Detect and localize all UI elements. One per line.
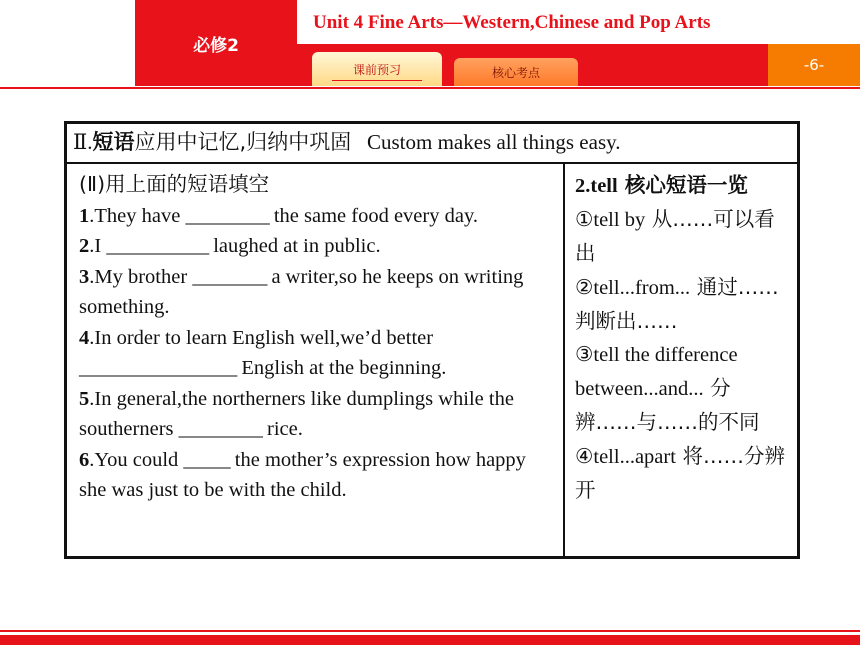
question-text: laughed at in public. — [208, 235, 381, 257]
question-text: a writer,so he keeps on writing something. — [79, 265, 524, 318]
question-number: 3 — [79, 265, 90, 288]
question-text: the mother’s expression how happy she was just to be with the child. — [79, 448, 526, 501]
book-label: 必修2 — [135, 0, 297, 86]
answer-blank[interactable]: _________________ — [79, 357, 237, 379]
phrase-column — [565, 164, 797, 557]
phrase-en: ①tell by — [575, 209, 646, 231]
answer-blank[interactable]: _________ — [185, 204, 269, 227]
phrase-en: ④tell...apart — [575, 446, 676, 468]
question-number: 4 — [79, 326, 90, 349]
question-5 — [79, 384, 553, 445]
phrase-item-2 — [575, 271, 791, 339]
question-text: .I — [89, 235, 107, 257]
question-text: .They have — [89, 204, 186, 227]
phrase-heading-word: .tell — [585, 175, 618, 197]
answer-blank[interactable]: _____ — [183, 448, 230, 471]
exercise-instruction — [79, 169, 553, 201]
header-divider — [0, 87, 860, 89]
footer-bar — [0, 635, 860, 645]
question-text: .You could — [89, 448, 184, 471]
tab-preview[interactable] — [312, 52, 442, 86]
question-text: English at the beginning. — [236, 357, 447, 379]
phrase-cn: 将……分辨开 — [575, 444, 785, 502]
footer-divider — [0, 630, 860, 632]
question-text: rice. — [261, 418, 303, 440]
phrase-item-1 — [575, 203, 791, 271]
phrase-item-4 — [575, 440, 791, 508]
unit-title: Unit 4 Fine Arts—Western,Chinese and Pop Arts — [313, 12, 711, 33]
answer-blank[interactable]: ________ — [192, 265, 267, 288]
question-2 — [79, 231, 553, 262]
question-text: the same food every day. — [268, 204, 478, 227]
tab-active-underline — [332, 80, 422, 81]
phrase-cn: 通过……判断出…… — [575, 275, 779, 333]
answer-blank[interactable]: ___________ — [106, 235, 209, 257]
answer-blank[interactable]: _________ — [178, 418, 262, 440]
question-1 — [79, 201, 553, 232]
tab-core-points-label: 核心考点 — [491, 65, 540, 80]
tab-core-points[interactable] — [454, 58, 578, 86]
question-number: 5 — [79, 387, 90, 410]
question-text: .In order to learn English well,we’d better — [89, 326, 434, 349]
exercise-panel — [64, 121, 800, 559]
phrase-en: ②tell...from... — [575, 277, 691, 299]
phrase-item-3 — [575, 339, 791, 440]
tab-preview-label: 课前预习 — [352, 62, 401, 77]
section-title-bold: 短语 — [92, 130, 135, 154]
phrase-cn: 分辨……与……的不同 — [575, 376, 760, 434]
phrase-en: ③tell the difference between...and... — [575, 344, 738, 400]
section-title-rest: 应用中记忆,归纳中巩固 — [134, 130, 352, 154]
question-number: 1 — [79, 204, 90, 227]
phrase-heading — [575, 169, 791, 203]
question-number: 6 — [79, 448, 90, 471]
exercise-column — [67, 164, 565, 557]
question-text: .My brother — [89, 265, 193, 288]
page-number: -6- — [768, 44, 860, 86]
question-number: 2 — [79, 235, 90, 257]
question-3 — [79, 262, 553, 323]
question-text: .In general,the northerners like dumplings while the southerners — [79, 387, 514, 440]
instruction-text: (Ⅱ)用上面的短语填空 — [79, 172, 270, 196]
question-6 — [79, 445, 553, 506]
phrase-heading-number: 2 — [575, 175, 586, 197]
section-motto: Custom makes all things easy. — [366, 130, 621, 154]
phrase-cn: 从……可以看出 — [575, 207, 775, 265]
section-heading — [67, 124, 797, 164]
phrase-heading-cn: 核心短语一览 — [617, 173, 748, 197]
section-roman: Ⅱ. — [73, 130, 93, 154]
question-4 — [79, 323, 553, 384]
